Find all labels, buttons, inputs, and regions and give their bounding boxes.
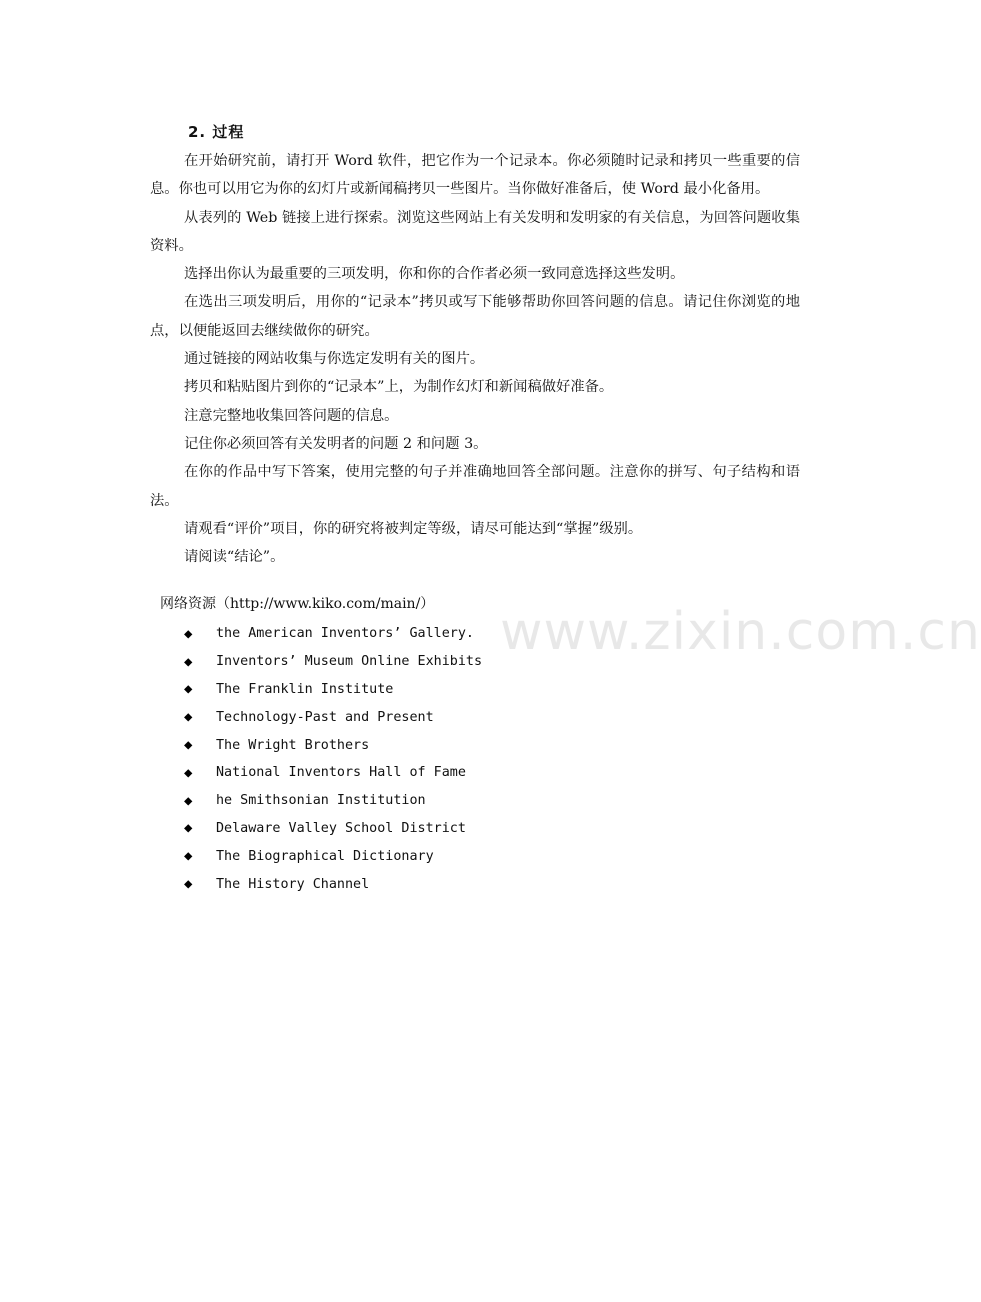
paragraph: 请观看“评价”项目，你的研究将被判定等级，请尽可能达到“掌握”级别。 [184,520,643,537]
resource-link[interactable]: The History Channel [216,876,370,892]
paragraph: 通过链接的网站收集与你选定发明有关的图片。 [184,351,485,368]
resource-link[interactable]: Technology-Past and Present [216,709,434,725]
diamond-bullet-icon: ◆ [184,792,193,809]
diamond-bullet-icon: ◆ [184,764,193,781]
resource-link[interactable]: The Wright Brothers [216,737,370,753]
list-item[interactable] [184,648,482,676]
diamond-bullet-icon: ◆ [184,681,193,698]
list-item[interactable] [184,815,482,843]
list-item[interactable] [184,731,482,759]
resource-list [184,620,482,898]
paragraph: 请阅读“结论”。 [184,549,285,566]
diamond-bullet-icon: ◆ [184,737,193,754]
paragraph: 注意完整地收集回答问题的信息。 [184,407,399,424]
section-heading: 2. 过程 [188,123,245,141]
resources-label: 网络资源（http://www.kiko.com/main/） [160,596,435,612]
resource-link[interactable]: he Smithsonian Institution [216,793,426,809]
resource-link[interactable]: Inventors’ Museum Online Exhibits [216,654,483,670]
watermark: www.zixin.com.cn [500,602,981,662]
paragraph: 拷贝和粘贴图片到你的“记录本”上，为制作幻灯和新闻稿做好准备。 [184,379,614,396]
list-item[interactable] [184,676,482,704]
diamond-bullet-icon: ◆ [184,625,193,642]
paragraph: 在选出三项发明后，用你的“记录本”拷贝或写下能够帮助你回答问题的信息。请记住你浏览的地点，以便能返回去继续做你的研究。 [150,294,800,339]
resource-link[interactable]: The Franklin Institute [216,681,394,697]
diamond-bullet-icon: ◆ [184,848,193,865]
paragraph: 在你的作品中写下答案，使用完整的句子并准确地回答全部问题。注意你的拼写、句子结构和语法。 [150,464,800,509]
diamond-bullet-icon: ◆ [184,876,193,893]
diamond-bullet-icon: ◆ [184,653,193,670]
list-item[interactable] [184,703,482,731]
diamond-bullet-icon: ◆ [184,820,193,837]
list-item[interactable] [184,787,482,815]
paragraph: 记住你必须回答有关发明者的问题 2 和问题 3。 [184,435,488,452]
paragraph: 在开始研究前，请打开 Word 软件，把它作为一个记录本。你必须随时记录和拷贝一些重要的信息。你也可以用它为你的幻灯片或新闻稿拷贝一些图片。当你做好准备后，使 Word 最小化备用。 [150,153,800,198]
paragraph: 选择出你认为最重要的三项发明，你和你的合作者必须一致同意选择这些发明。 [184,266,685,283]
list-item[interactable] [184,620,482,648]
list-item[interactable] [184,842,482,870]
body-text [150,147,800,571]
list-item[interactable] [184,759,482,787]
resource-link[interactable]: the American Inventors’ Gallery. [216,626,474,642]
resource-link[interactable]: National Inventors Hall of Fame [216,765,466,781]
list-item[interactable] [184,870,482,898]
paragraph: 从表列的 Web 链接上进行探索。浏览这些网站上有关发明和发明家的有关信息，为回答问题收集资料。 [150,209,800,254]
resource-link[interactable]: The Biographical Dictionary [216,848,434,864]
resource-link[interactable]: Delaware Valley School District [216,820,466,836]
diamond-bullet-icon: ◆ [184,709,193,726]
